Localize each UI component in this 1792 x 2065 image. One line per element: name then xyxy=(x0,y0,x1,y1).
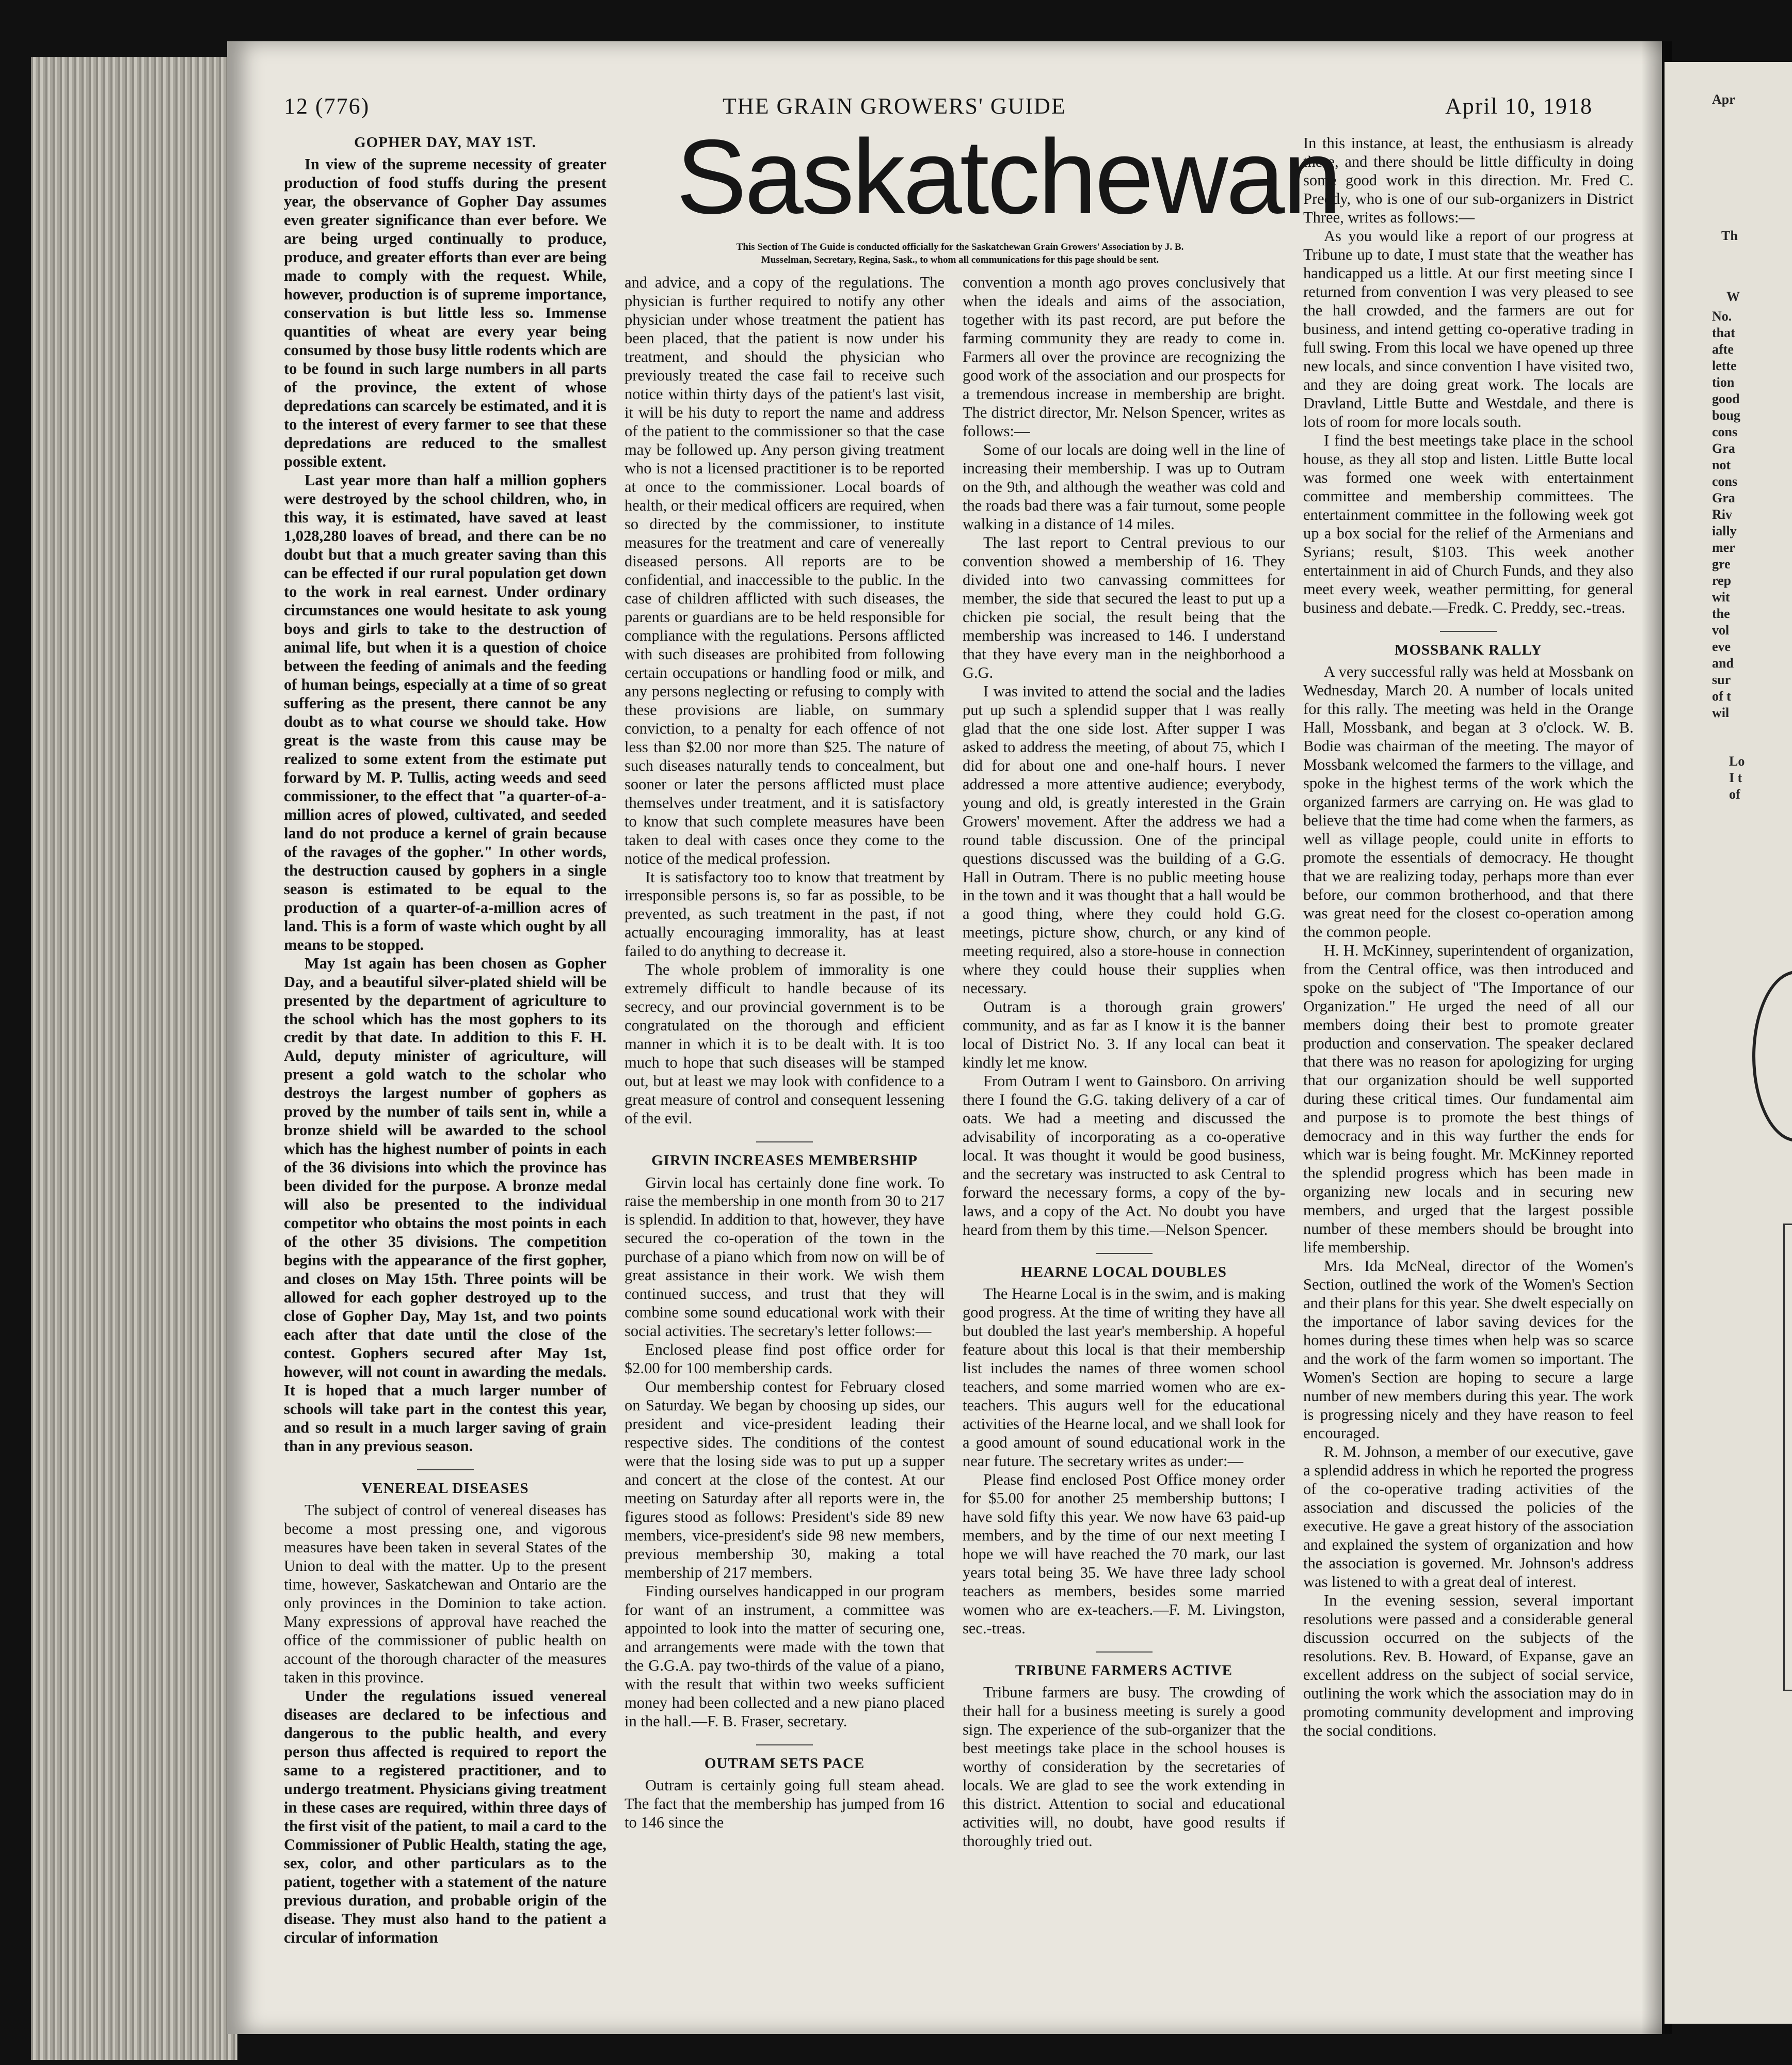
next-page-text: Lo xyxy=(1729,754,1745,769)
circular-graphic-fragment xyxy=(1752,971,1792,1142)
next-page-text: vol xyxy=(1712,623,1730,638)
paragraph: The subject of control of venereal diseases has become a most pressing one, and vigorous measures have been taken in several States of the Union to deal with the matter. Up to the present time, however, Saskatchewan and Ontario are the only provinces in the Dominion to take action. Many expressions of approval have reached the office of the commissioner of public health on account of the thorough character of the measures taken in this province. xyxy=(284,1501,606,1687)
paragraph: Our membership contest for February closed on Saturday. We began by choosing up sides, our president and vice-president leading their respective sides. The conditions of the contest were that the losing side was to put up a supper and concert at the close of the contest. At our meeting on Saturday after all reports were in, the figures stood as follows: President's side 89 new members, vice-president's side 98 new members, previous membership 30, making a total membership of 217 members. xyxy=(625,1378,945,1582)
next-page-text: the xyxy=(1712,606,1730,621)
divider xyxy=(756,1141,813,1142)
paragraph: In view of the supreme necessity of greater production of food stuffs during the present year, the observance of Gopher Day assumes even greater significance than ever before. We are being urged continually to produce, produce, and greater efforts than ever are being made to comply with the request. While, however, production is of supreme importance, conservation is but little less so. Immense quantities of wheat are every year being consumed by those busy little rodents which are to be found in such large numbers in all parts of the province, the extent of whose depredations can scarcely be estimated, and it is to the interest of every farmer to see that these depredations are reduced to the smallest possible extent. xyxy=(284,155,606,470)
next-page-text: gre xyxy=(1712,557,1731,571)
article-title-outram: OUTRAM SETS PACE xyxy=(704,1755,865,1772)
paragraph: Please find enclosed Post Office money order for $5.00 for another 25 membership buttons; I have sold fifty this year. We now have 63 paid-up members, and by the time of our next meeting I hope we will have reached the 70 mark, our last years total being 35. We have three lady school teachers as members, besides some married women who are ex-teachers.—F. M. Livingston, sec.-treas. xyxy=(963,1471,1285,1638)
paragraph: and advice, and a copy of the regulations. The physician is further required to notify any other physician under whose treatment the patient has been placed, that the patient is now under his treatment, and should the physician who previously treated the case fail to receive such notice within thirty days of the patient's last visit, it will be his duty to report the name and address of the patient to the commissioner so that the case may be followed up. Any person giving treatment who is not a licensed practitioner is to be reported at once to the commissioner. Local boards of health, or their medical officers are required, when so directed by the commissioner, to institute measures for the treatment and care of venereally diseased persons. All reports are to be confidential, and inaccessible to the public. In the case of children afflicted with such diseases, the parents or guardians are to be held responsible for compliance with the regulations. Persons afflicted with such diseases are prohibited from following certain occupations or handling food or milk, and any persons neglecting or refusing to comply with these provisions are liable, on summary conviction, to a penalty for each offence of not less than $2.00 nor more than $25. The nature of such diseases naturally tends to concealment, but sooner or later the persons afflicted must place themselves under treatment, and it is satisfactory to know that such complete measures have been taken to deal with cases once they come to the notice of the medical profession. xyxy=(625,274,945,867)
next-page-text: cons xyxy=(1712,474,1738,489)
paragraph: Outram is certainly going full steam ahead. The fact that the membership has jumped from 16 to 146 since the xyxy=(625,1776,945,1832)
paragraph: The Hearne Local is in the swim, and is making good progress. At the time of writing they have all but doubled the last year's membership. A hopeful feature about this local is that their membership list includes the names of three women school teachers, and some married women who are ex-teachers. This augurs well for the educational activities of the Hearne local, and we shall look for a good amount of sound educational work in the near future. The secretary writes as under:— xyxy=(963,1285,1285,1470)
next-page-text: cons xyxy=(1712,424,1738,439)
next-page-text: lette xyxy=(1712,358,1737,373)
section-subtitle: This Section of The Guide is conducted officially for the Saskatchewan Grain Growers' Association by J. B. Musselman, Secretary, Regina, Sask., to whom all communications for this page should be sent. xyxy=(736,242,1184,265)
paragraph: Mrs. Ida McNeal, director of the Women's Section, outlined the work of the Women's Section and their plans for this year. She dwelt especially on the importance of labor saving devices for the homes during these times when help was so scarce and the work of the farm women so important. The Women's Section are hoping to secure a large number of new members during this year. The work is progressing nicely and they have reason to feel encouraged. xyxy=(1303,1257,1634,1442)
paragraph: convention a month ago proves conclusively that when the ideals and aims of the association, together with its past record, are put before the farming community they are ready to come in. Farmers all over the province are recognizing the good work of the association and our prospects for a tremendous increase in membership are bright. The district director, Mr. Nelson Spencer, writes as follows:— xyxy=(963,274,1285,440)
article-title-gopher-day: GOPHER DAY, MAY 1ST. xyxy=(354,134,536,151)
paragraph: I find the best meetings take place in the school house, as they all stop and listen. Little Butte local was formed one week with entertainment committee and membership committees. The entertainment committee in the following week got up a box social for the relief of the Armenians and Syrians; result, $103. This week another entertainment in aid of Church Funds, and they also meet every week, weather permitting, for general business and debate.—Fredk. C. Preddy, sec.-treas. xyxy=(1303,431,1634,616)
column-1 xyxy=(284,126,606,1947)
next-page-text: of t xyxy=(1712,689,1731,704)
next-page-text: sur xyxy=(1712,672,1731,687)
next-page-text: boug xyxy=(1712,408,1740,423)
next-page-text: wit xyxy=(1712,590,1730,605)
paragraph: A very successful rally was held at Mossbank on Wednesday, March 20. A number of locals united for this rally. The meeting was held in the Orange Hall, Mossbank, and began at 3 o'clock. W. B. Bodie was chairman of the meeting. The mayor of Mossbank welcomed the farmers to the village, and spoke in the highest terms of the work which the organized farmers are carrying on. He was glad to believe that the time had come when the farmers, as well as village people, could unite in efforts to promote the essentials of democracy. He thought that we are realizing today, perhaps more than ever before, our common brotherhood, and that there was great need for the closest co-operation among the common people. xyxy=(1303,662,1634,941)
paragraph: R. M. Johnson, a member of our executive, gave a splendid address in which he reported the progress of the co-operative trading activities of the association and discussed the policies of the executive. He gave a great history of the association and explained the system of organization and how the association is governed. Mr. Johnson's address was listened to with a great deal of interest. xyxy=(1303,1443,1634,1591)
next-page-text: good xyxy=(1712,391,1740,406)
divider xyxy=(1096,1253,1153,1254)
divider xyxy=(1440,631,1497,632)
paragraph: Outram is a thorough grain growers' community, and as far as I know it is the banner local of District No. 3. If any local can beat it kindly let me know. xyxy=(963,998,1285,1072)
article-title-mossbank: MOSSBANK RALLY xyxy=(1394,641,1543,658)
article-title-venereal-diseases: VENEREAL DISEASES xyxy=(361,1480,529,1497)
next-page-text: tion xyxy=(1712,375,1735,390)
next-page-text: Apr xyxy=(1712,92,1735,107)
article-title-tribune: TRIBUNE FARMERS ACTIVE xyxy=(1015,1662,1233,1679)
page-number: 12 (776) xyxy=(284,93,370,119)
next-page-text: wil xyxy=(1712,705,1730,720)
paragraph: It is satisfactory too to know that treatment by irresponsible persons is, so far as possible, to be prevented, as such treatment in the past, if not actually encouraging immorality, has at least failed to do anything to decrease it. xyxy=(625,868,945,960)
paragraph: Enclosed please find post office order for $2.00 for 100 membership cards. xyxy=(625,1341,945,1377)
next-page-text: and xyxy=(1712,656,1734,671)
masthead xyxy=(676,118,1340,266)
next-page-fragment xyxy=(1665,62,1792,2024)
paragraph: In the evening session, several important resolutions were passed and a considerable general discussion occurred on the subjects of the resolutions. Rev. B. Howard, of Expanse, gave an excellent address on the subject of social service, outlining the work which the association may do in promoting community development and improving the social conditions. xyxy=(1303,1592,1634,1739)
next-page-text: of xyxy=(1729,787,1740,802)
next-page-text: Gra xyxy=(1712,441,1735,456)
next-page-text: that xyxy=(1712,325,1735,340)
next-page-text: afte xyxy=(1712,342,1734,357)
column-3 xyxy=(963,274,1285,1851)
divider xyxy=(756,1744,813,1745)
paragraph: Girvin local has certainly done fine work. To raise the membership in one month from 30 to 217 is splendid. In addition to that, however, they have secured the co-operation of the town in the purchase of a piano which from now on will be of great assistance in their work. We wish them continued success, and trust that they will combine some sound educational work with their social activities. The secretary's letter follows:— xyxy=(625,1173,945,1340)
next-page-text: ially xyxy=(1712,523,1737,538)
paragraph: I was invited to attend the social and the ladies put up such a splendid supper that I was really glad that the one side lost. After supper I was asked to address the meeting, of about 75, which I did for about one and one-half hours. I never addressed a more attentive audience; everybody, young and old, is greatly interested in the Grain Growers' movement. After the address we had a round table discussion. One of the principal questions discussed was the building of a G.G. Hall in Outram. There is no public meeting house in the town and it was thought that a hall would be a good thing, where they could hold G.G. meetings, picture show, church, or any kind of meeting required, also a store-house in connection where they could house their supplies when necessary. xyxy=(963,682,1285,997)
divider xyxy=(417,1469,474,1470)
next-page-text: W xyxy=(1726,289,1740,304)
article-title-hearne: HEARNE LOCAL DOUBLES xyxy=(1021,1264,1227,1281)
paragraph: Tribune farmers are busy. The crowding of their hall for a business meeting is surely a good sign. The experience of the sub-organizer that the best meetings take place in the school houses is worthy of consideration by the secretaries of locals. We are glad to see the work extending in this district. Attention to social and educational activities will, no doubt, have good results if thoroughly tried out. xyxy=(963,1683,1285,1850)
next-page-text: Gra xyxy=(1712,490,1735,505)
paragraph: H. H. McKinney, superintendent of organization, from the Central office, was then introduced and spoke on the subject of "The Importance of our Organization." He urged the need of all our members doing their best to promote greater production and conservation. The speaker declared that there was no reason for apologizing for urging that our organization should be well supported during these critical times. Our fundamental aim and purpose is to promote the best things of democracy and in this way further the ends for which war is being fought. Mr. McKinney reported the splendid progress which has been made in organizing new locals and in securing new members, and urged that the largest possible number of these members should be brought into life membership. xyxy=(1303,941,1634,1257)
paragraph: May 1st again has been chosen as Gopher Day, and a beautiful silver-plated shield will be presented by the department of agriculture to the school which has the most gophers to its credit by that date. In addition to this F. H. Auld, deputy minister of agriculture, will present a gold watch to the scholar who destroys the largest number of gophers as proved by the number of tails sent in, while a bronze shield will be awarded to the school which has the highest number of points in each of the 36 divisions into which the province has been divided for the purpose. A bronze medal will also be presented to the individual competitor who obtains the most points in each of the other 35 divisions. The competition begins with the appearance of the first gopher, and closes on May 15th. Three points will be allowed for each gopher destroyed up to the close of Gopher Day, May 1st, and two points each after that date until the close of the contest. Gophers secured after May 1st, however, will not count in awarding the medals. It is hoped that a much larger number of schools will take part in the contest this year, and so result in a much larger saving of grain than in any previous season. xyxy=(284,954,606,1455)
next-page-text: rep xyxy=(1712,573,1732,588)
paragraph: The last report to Central previous to our convention showed a membership of 16. They divided into two canvassing committees for member, the side that secured the least to put up a chicken pie social, the result being that the membership was increased to 146. I understand that they have every man in the neighborhood a G.G. xyxy=(963,533,1285,681)
paragraph: From Outram I went to Gainsboro. On arriving there I found the G.G. taking delivery of a car of oats. We had a meeting and discussed the advisability of incorporating as a co-operative local. It was thought it would be good business, and the secretary was instructed to ask Central to forward the necessary forms, a copy of the by-laws, and a copy of the Act. No doubt you have heard from them by this time.—Nelson Spencer. xyxy=(963,1072,1285,1239)
paragraph: The whole problem of immorality is one extremely difficult to handle because of its secrecy, and our provincial government is to be congratulated on the thorough and efficient manner in which it is to be dealt with. It is too much to hope that such diseases will be stamped out, but at least we may look with confidence to a great measure of control and consequent lessening of the evil. xyxy=(625,961,945,1127)
paragraph: Last year more than half a million gophers were destroyed by the school children, who, in this way, it is estimated, have saved at least 1,028,280 loaves of bread, and there can be no doubt but that a much greater saving than this can be effected if our rural population get down to the work in real earnest. Under ordinary circumstances one would hesitate to ask young boys and girls to take to the destruction of animal life, but when it is a question of choice between the feeding of animals and the feeding of human beings, especially at a time of so great suffering as the present, there cannot be any doubt as to what course we should take. How great is the waste from this cause may be realized to some extent from the estimate put forward by M. P. Tullis, acting weeds and seed commissioner, to the effect that "a quarter-of-a-million acres of plowed, cultivated, and seeded land do not produce a kernel of grain because of the ravages of the gopher." In other words, the destruction caused by gophers in a single season is estimated to be equal to the production of a quarter-of-a-million acres of land. This is a form of waste which ought by all means to be stopped. xyxy=(284,471,606,954)
paragraph: Under the regulations issued venereal diseases are declared to be infectious and dangerous to the public health, and every person thus affected is required to report the same to a registered practitioner, and to undergo treatment. Physicians giving treatment in these cases are required, within three days of the first visit of the patient, to mail a card to the Commissioner of Public Health, stating the age, sex, color, and other particulars as to the patient, together with a statement of the nature previous duration, and probable origin of the disease. They must also hand to the patient a circular of information xyxy=(284,1687,606,1946)
issue-date: April 10, 1918 xyxy=(1445,93,1593,119)
divider xyxy=(1096,1651,1153,1653)
box-frame-fragment xyxy=(1783,1224,1792,1691)
publication-name: THE GRAIN GROWERS' GUIDE xyxy=(723,93,1066,119)
paragraph: Finding ourselves handicapped in our program for want of an instrument, a committee was appointed to look into the matter of securing one, and arrangements were made with the town that the G.G.A. pay two-thirds of the value of a piano, with the result that within two weeks sufficient money had been collected and a new piano placed in the hall.—F. B. Fraser, secretary. xyxy=(625,1582,945,1730)
column-4 xyxy=(1303,134,1634,1740)
next-page-text: eve xyxy=(1712,639,1731,654)
book-page-edges xyxy=(31,57,237,2060)
section-title: Saskatchewan xyxy=(676,118,1340,236)
next-page-text: I t xyxy=(1729,770,1742,785)
column-2 xyxy=(625,274,945,1832)
paragraph: Some of our locals are doing well in the line of increasing their membership. I was up to Outram on the 9th, and although the weather was cold and the roads bad there was a fair turnout, some people walking in a distance of 14 miles. xyxy=(963,440,1285,533)
newspaper-page xyxy=(227,41,1662,2034)
paragraph: In this instance, at least, the enthusiasm is already there, and there should be little difficulty in doing some good work in this direction. Mr. Fred C. Preddy, who is one of our sub-organizers in District Three, writes as follows:— xyxy=(1303,134,1634,226)
paragraph: As you would like a report of our progress at Tribune up to date, I must state that the weather has handicapped us a little. At our first meeting since I returned from convention I was very pleased to see the hall crowded, and the farmers are out for business, and intend getting co-operative trading in full swing. From this local we have opened up three new locals, and since convention I have visited two, and they are doing great work. The locals are Dravland, Little Butte and Westdale, and there is lots of room for more locals south. xyxy=(1303,227,1634,431)
next-page-text: mer xyxy=(1712,540,1735,555)
next-page-text: No. xyxy=(1712,309,1732,324)
article-title-girvin: GIRVIN INCREASES MEMBERSHIP xyxy=(651,1152,918,1169)
next-page-text: Th xyxy=(1721,228,1738,243)
next-page-text: not xyxy=(1712,457,1731,472)
next-page-text: Riv xyxy=(1712,507,1732,522)
